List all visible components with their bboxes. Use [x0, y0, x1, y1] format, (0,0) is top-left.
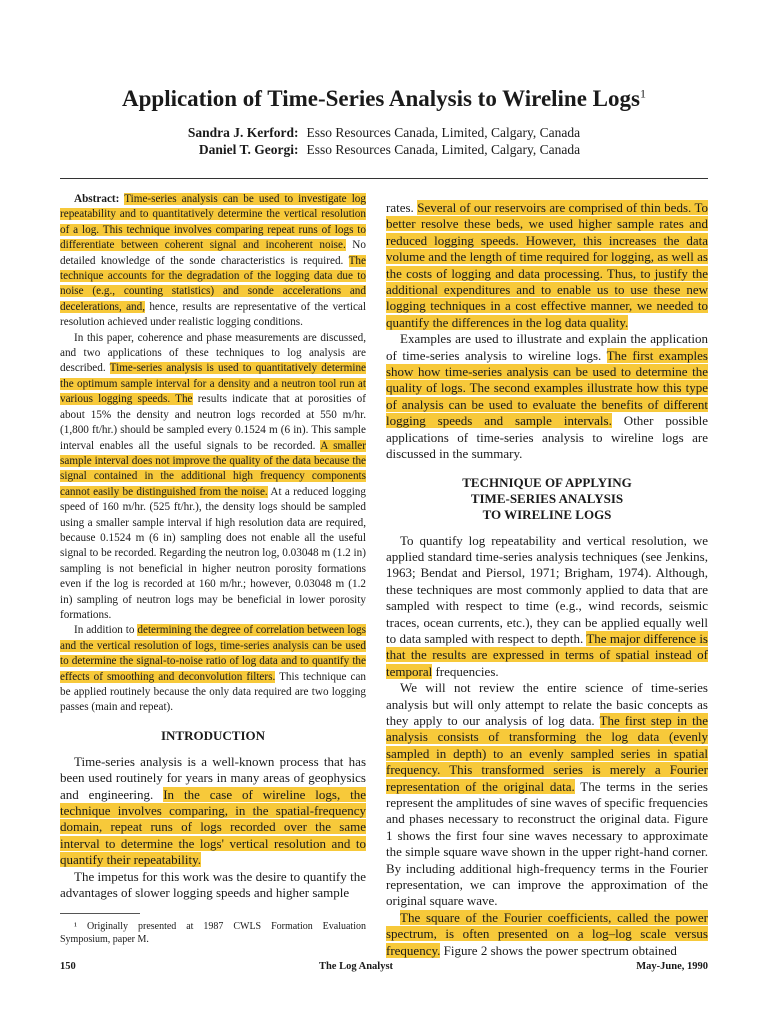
footnote-divider: [60, 913, 140, 914]
body-paragraph: [386, 680, 708, 910]
author-affiliation: Esso Resources Canada, Limited, Calgary, Canada: [306, 142, 581, 157]
text-run: The impetus for this work was the desire to quantify the advantages of slower logging speeds and higher sample: [60, 868, 366, 901]
highlighted-text: Time-series analysis is used to quantitatively determine the optimum sample interval for a density and a neutron tool run at various logging speeds. The: [60, 362, 367, 406]
body-paragraph: [386, 533, 708, 681]
text-run: Other possible applications of time-series analysis to wireline logs are discussed in the summary.: [386, 413, 708, 462]
body-paragraph: [386, 910, 708, 959]
highlighted-text: The square of the Fourier coefficients, called the power spectrum, is often presented on a log–log scale versus frequency.: [386, 909, 708, 958]
intro-paragraph-1: [60, 754, 366, 869]
left-column: [60, 192, 366, 946]
text-run: frequencies.: [432, 663, 499, 679]
author-name: Sandra J. Kerford:: [187, 125, 299, 140]
section-heading-technique: TECHNIQUE OF APPLYING TIME-SERIES ANALYSIS TO WIRELINE LOGS: [462, 474, 632, 522]
footnote: ¹ Originally presented at 1987 CWLS Formation Evaluation Symposium, paper M.: [60, 921, 366, 946]
highlighted-text: Several of our reservoirs are comprised of thin beds. To better resolve these beds, we used higher sample rates and reduced logging speeds. However, this increases the data volume and the length of time required for logging, as well as the costs of logging and data processing. Thus, to justify the additional expenditures and to enable us to use these new logging techniques in a cost effective manner, we needed to quantify the differences in the log data quality.: [386, 200, 708, 330]
journal-name: The Log Analyst: [318, 961, 394, 972]
text-run: In addition to: [74, 624, 138, 637]
text-run: results indicate that at porosities of about 15% the density and neutron logs recorded at 550 m/hr. (1,800 ft/hr.) should be sampled every 0.1524 m (6 in). This sample interval enables all the useful signals to be recorded.: [60, 393, 366, 452]
text-run: This technique can be applied routinely because the only data required are two logging passes (main and repeat).: [60, 670, 367, 714]
text-run: No detailed knowledge of the sonde characteristics is required.: [60, 239, 366, 267]
right-column: [386, 200, 708, 959]
highlighted-text: The first examples show how time-series analysis can be used to determine the quality of logs. The second examples illustrate how this type of analysis can be used to evaluate the benefits of different logging speeds and sample intervals.: [386, 347, 708, 429]
text-run: To quantify log repeatability and vertical resolution, we applied standard time-series analysis techniques (see Jenkins, 1963; Bendat and Piersol, 1971; Brigham, 1974). Although, these techniques are most commonly applied to data that are sampled with respect to time (e.g., wind records, seismic traces, ocean currents, etc.), they can be applied equally well to data sampled with respect to depth.: [386, 532, 708, 646]
highlighted-text: In the case of wireline logs, the technique involves comparing, in the spatial-frequency domain, repeat runs of logs recorded over the same interval to determine the logs' vertical resolution and to quantify their repeatability.: [60, 786, 366, 868]
abstract-label: Abstract:: [74, 193, 120, 205]
issue-date: May-June, 1990: [636, 961, 708, 972]
abstract-paragraph-1: [60, 192, 366, 331]
text-run: Examples are used to illustrate and explain the application of time-series analysis to wireline logs.: [386, 331, 708, 363]
highlighted-text: determining the degree of correlation between logs and the vertical resolution of logs, time-series analysis can be used to determine the signal-to-noise ratio of log data and to quantify the effects of smoothing and deconvolution filters.: [60, 624, 367, 683]
author-name: Daniel T. Georgi:: [198, 142, 299, 157]
intro-paragraph-2: [60, 869, 366, 902]
text-run: We will not review the entire science of time-series analysis but will only attempt to relate the basic concepts as they apply to our analysis of log data.: [386, 680, 708, 728]
text-run: At a reduced logging speed of 160 m/hr. (525 ft/hr.), the density logs should be sampled using a smaller sample interval if high resolution data are required, because 0.1524 m (6 in) sampling does not enable all the useful signal to be recorded. Regarding the neutron log, 0.03048 m (1.2 in) sampling is not beneficial in higher neutron porosity formations even if the log is recorded at 160 m/hr.; however, 0.03048 m (1.2 in) sampling of neutron logs may be beneficial in lower porosity formations.: [60, 485, 366, 621]
page-number: 150: [60, 961, 76, 972]
abstract-paragraph-3: [60, 623, 366, 715]
text-run: Figure 2 shows the power spectrum obtained: [440, 942, 677, 958]
author-affiliation: Esso Resources Canada, Limited, Calgary, Canada: [306, 125, 581, 140]
text-run: In this paper, coherence and phase measurements are discussed, and two applications of these techniques to log analysis are described.: [60, 331, 366, 375]
author-block: [0, 124, 768, 158]
paper-title: Application of Time-Series Analysis to Wireline Logs$^1$: [122, 86, 646, 111]
body-paragraph: [386, 331, 708, 462]
highlighted-text: The technique accounts for the degradation of the logging data due to noise (e.g., counting statistics) and sonde accelerations and decelerations, and,: [60, 254, 366, 313]
highlighted-text: The major difference is that the results are expressed in terms of spatial instead of temporal: [386, 630, 708, 679]
text-run: hence, results are representative of the vertical resolution achieved under realistic logging conditions.: [60, 300, 367, 329]
highlighted-text: A smaller sample interval does not improve the quality of the data because the signal contained in the additional high frequency components cannot easily be distinguished from the noise.: [60, 439, 366, 498]
text-run: rates.: [386, 200, 418, 215]
highlighted-text: Time-series analysis can be used to investigate log repeatability and to quantitatively determine the vertical resolution of a log. This technique involves comparing repeat runs of logs to differentiate between coherent signal and incoherent noise.: [60, 193, 366, 252]
title-footnote-mark: 1: [639, 86, 646, 101]
text-run: The terms in the series represent the amplitudes of sine waves of specific frequencies and phases necessary to reconstruct the original data. Figure 1 shows the first four sine waves necessary to approximate the simple square wave shown in the upper right-hand corner. By including additional high-frequency terms in the Fourier representation, we can improve the approximation of the original square wave.: [386, 778, 708, 909]
abstract: [60, 192, 366, 716]
page-footer: [60, 961, 708, 972]
header-divider: [60, 178, 708, 179]
text-run: Time-series analysis is a well-known process that has been used routinely for years in many areas of geophysics and engineering.: [60, 753, 366, 802]
abstract-paragraph-2: [60, 331, 366, 624]
body-paragraph: [386, 200, 708, 331]
highlighted-text: The first step in the analysis consists of transforming the log data (evenly sampled in depth) to an evenly sampled series in spatial frequency. This transformed series is merely a Fourier representation of the original data.: [386, 712, 708, 794]
section-heading-introduction: INTRODUCTION: [160, 727, 265, 743]
